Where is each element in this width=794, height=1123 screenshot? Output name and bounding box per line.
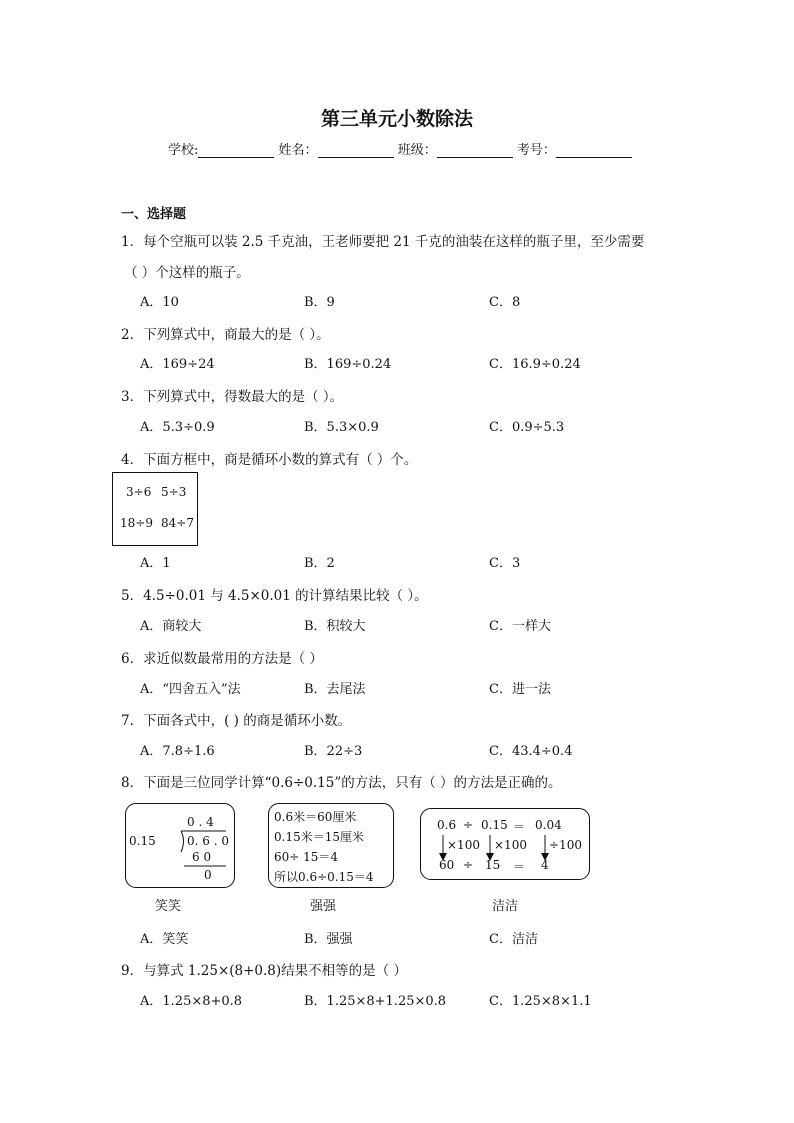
student-info-line bbox=[168, 139, 632, 158]
jiejie-bottom-1: 60 bbox=[439, 858, 455, 872]
qiangqiang-line-4: 所以0.6÷0.15＝4 bbox=[274, 870, 374, 884]
q4-option-a[interactable]: A．1 bbox=[140, 556, 171, 571]
qiangqiang-line-3: 60÷ 15＝4 bbox=[274, 850, 339, 864]
school-blank[interactable] bbox=[198, 143, 274, 158]
q4-option-c[interactable]: C．3 bbox=[489, 556, 521, 571]
q8-option-b[interactable]: B．强强 bbox=[304, 932, 353, 947]
q4-expr-4: 84÷7 bbox=[161, 516, 194, 530]
question-1: 1．每个空瓶可以装 2.5 千克油，王老师要把 21 千克的油装在这样的瓶子里，至少需要 bbox=[121, 234, 645, 250]
question-6: 6．求近似数最常用的方法是（ ） bbox=[121, 651, 323, 667]
xiaoxiao-remainder: 0 bbox=[204, 868, 212, 882]
q1-option-c[interactable]: C．8 bbox=[489, 295, 521, 310]
jiejie-top-2: ÷ bbox=[463, 818, 474, 832]
jiejie-bottom-3: 15 bbox=[485, 858, 501, 872]
q9-option-c[interactable]: C．1.25×8×1.1 bbox=[489, 994, 592, 1009]
q7-option-b[interactable]: B．22÷3 bbox=[304, 744, 363, 759]
jiejie-bottom-4: ＝ bbox=[513, 860, 526, 874]
jiejie-method-box bbox=[420, 808, 590, 880]
q8-option-c[interactable]: C．洁洁 bbox=[489, 932, 538, 947]
qiangqiang-name: 强强 bbox=[310, 899, 337, 914]
q9-option-a[interactable]: A．1.25×8+0.8 bbox=[140, 994, 243, 1009]
q4-expr-3: 18÷9 bbox=[120, 516, 153, 530]
jiejie-op-2: ×100 bbox=[494, 838, 527, 852]
section-heading: 一、选择题 bbox=[121, 207, 187, 222]
q5-option-a[interactable]: A．商较大 bbox=[140, 619, 202, 634]
question-7: 7．下面各式中，( ) 的商是循环小数。 bbox=[121, 713, 352, 729]
q8-option-a[interactable]: A．笑笑 bbox=[140, 932, 189, 947]
q6-option-b[interactable]: B．去尾法 bbox=[304, 682, 366, 697]
q5-option-c[interactable]: C．一样大 bbox=[489, 619, 551, 634]
jiejie-top-1: 0.6 bbox=[437, 818, 457, 832]
class-label: 班级： bbox=[397, 143, 437, 158]
exam-no-blank[interactable] bbox=[556, 143, 632, 158]
question-1-line2: （ ）个这样的瓶子。 bbox=[124, 265, 250, 281]
xiaoxiao-method-box bbox=[125, 803, 235, 888]
jiejie-top-3: 0.15 bbox=[481, 818, 508, 832]
xiaoxiao-name: 笑笑 bbox=[155, 899, 182, 914]
jiejie-bottom-5: 4 bbox=[541, 858, 549, 872]
q1-option-a[interactable]: A．10 bbox=[140, 295, 179, 310]
xiaoxiao-quotient: 0 . 4 bbox=[187, 815, 214, 829]
question-3: 3．下列算式中，得数最大的是（ ）。 bbox=[121, 389, 344, 405]
q6-option-a[interactable]: A．“四舍五入”法 bbox=[140, 682, 241, 697]
question-4: 4．下面方框中，商是循环小数的算式有（ ）个。 bbox=[121, 452, 418, 468]
jiejie-top-4: ＝ bbox=[513, 820, 526, 834]
q4-expr-1: 3÷6 bbox=[126, 485, 152, 499]
jiejie-name: 洁洁 bbox=[492, 899, 519, 914]
exam-no-label: 考号： bbox=[516, 143, 556, 158]
q7-option-c[interactable]: C．43.4÷0.4 bbox=[489, 744, 573, 759]
xiaoxiao-dividend: 0. 6 . 0 bbox=[187, 834, 229, 848]
school-label: 学校: bbox=[168, 143, 199, 158]
page-title: 第三单元小数除法 bbox=[320, 108, 473, 130]
question-2: 2．下列算式中，商最大的是（ ）。 bbox=[121, 327, 330, 343]
xiaoxiao-product: 6 0 bbox=[192, 850, 212, 864]
name-label: 姓名： bbox=[278, 143, 318, 158]
q5-option-b[interactable]: B．积较大 bbox=[304, 619, 366, 634]
q3-option-a[interactable]: A．5.3÷0.9 bbox=[140, 420, 215, 435]
name-blank[interactable] bbox=[318, 143, 394, 158]
q4-expression-box bbox=[112, 472, 198, 546]
q9-option-b[interactable]: B．1.25×8+1.25×0.8 bbox=[304, 994, 447, 1009]
q2-option-a[interactable]: A．169÷24 bbox=[140, 357, 215, 372]
qiangqiang-line-2: 0.15米＝15厘米 bbox=[274, 830, 364, 844]
jiejie-bottom-2: ÷ bbox=[463, 858, 474, 872]
q3-option-c[interactable]: C．0.9÷5.3 bbox=[489, 420, 565, 435]
division-bracket bbox=[181, 831, 184, 852]
q2-option-c[interactable]: C．16.9÷0.24 bbox=[489, 357, 581, 372]
jiejie-top-5: 0.04 bbox=[535, 818, 562, 832]
q6-option-c[interactable]: C．进一法 bbox=[489, 682, 551, 697]
q4-expr-2: 5÷3 bbox=[161, 485, 187, 499]
q4-option-b[interactable]: B．2 bbox=[304, 556, 335, 571]
xiaoxiao-divisor: 0.15 bbox=[129, 834, 156, 848]
jiejie-op-1: ×100 bbox=[447, 838, 480, 852]
q7-option-a[interactable]: A．7.8÷1.6 bbox=[140, 744, 215, 759]
q1-option-b[interactable]: B．9 bbox=[304, 295, 335, 310]
q3-option-b[interactable]: B．5.3×0.9 bbox=[304, 420, 379, 435]
question-9: 9．与算式 1.25×(8+0.8)结果不相等的是（ ） bbox=[121, 963, 407, 979]
question-8: 8．下面是三位同学计算“0.6÷0.15”的方法，只有（ ）的方法是正确的。 bbox=[121, 775, 562, 791]
question-5: 5．4.5÷0.01 与 4.5×0.01 的计算结果比较（ ）。 bbox=[121, 588, 428, 604]
class-blank[interactable] bbox=[437, 143, 513, 158]
qiangqiang-line-1: 0.6米＝60厘米 bbox=[274, 810, 357, 824]
q2-option-b[interactable]: B．169÷0.24 bbox=[304, 357, 392, 372]
jiejie-op-3: ÷100 bbox=[549, 838, 582, 852]
qiangqiang-method-box bbox=[268, 803, 394, 888]
